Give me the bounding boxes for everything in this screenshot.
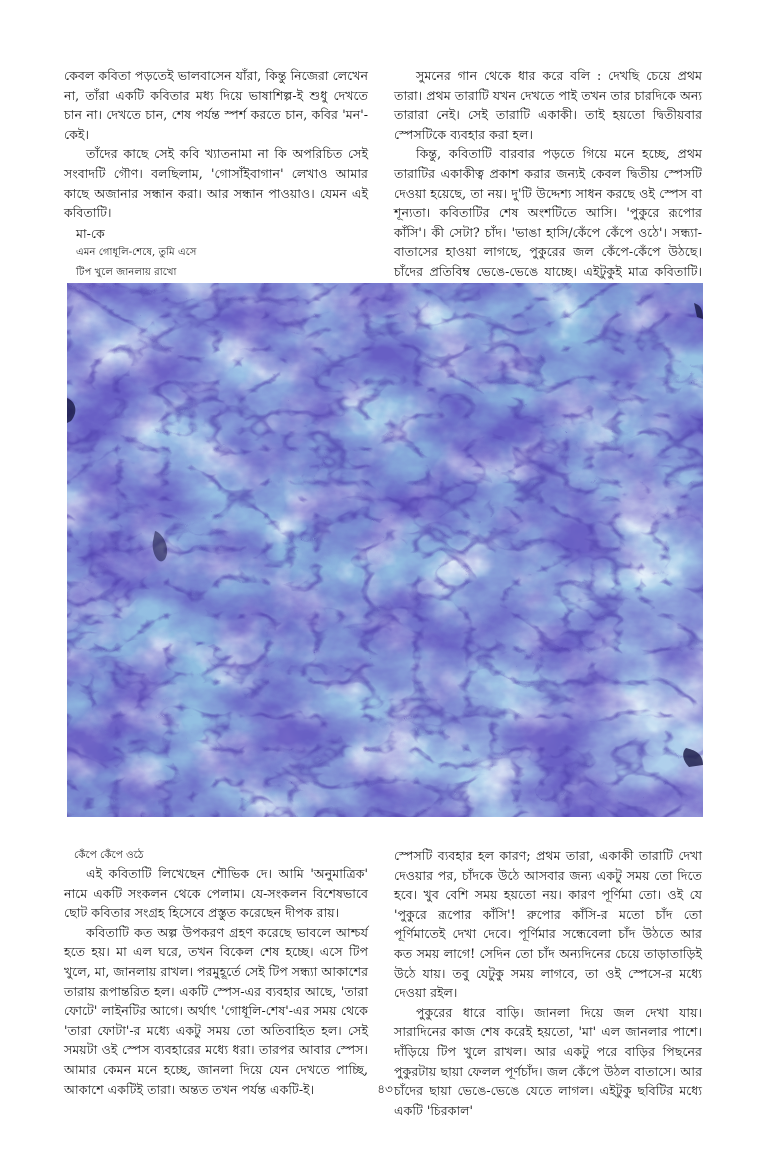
bottom-right-column	[394, 846, 702, 1120]
top-right-column	[394, 66, 702, 301]
paragraph: পুকুরের ধারে বাড়ি। জানলা দিয়ে জল দেখা যায়। সারাদিনের কাজ শেষ করেই হয়তো, 'মা' এল জানলার পাশে। দাঁড়িয়ে টিপ খুলে রাখল। আর একটু পরে বাড়ির পিছনের পুকুরটায় ছায়া ফেলল পূর্ণচাঁদ। জল কেঁপে উঠল বাতাসে। আর চাঁদের ছায়া ভেঙে-ভেঙে যেতে লাগল। এইটুকু ছবিটির মধ্যে একটি 'চিরকাল'	[394, 1004, 702, 1118]
bottom-left-column	[64, 846, 368, 1099]
paragraph: তাঁদের কাছে সেই কবি খ্যাতনামা না কি অপরিচিত সেই সংবাদটি গৌণ। বলছিলাম, 'গোসাঁইবাগান' লেখাও আমার কাছে অজানার সন্ধান করা। আর সন্ধান পাওয়াও। যেমন এই কবিতাটি।	[64, 146, 368, 221]
paragraph: এই কবিতাটি লিখেছেন শৌভিক দে। আমি 'অনুমাত্রিক' নামে একটি সংকলন থেকে পেলাম। যে-সংকলন বিশেষভাবে ছোট কবিতার সংগ্রহ হিসেবে প্রস্তুত করেছেন দীপক রায়।	[64, 866, 368, 921]
poem-line: কেঁপে কেঁপে ওঠে	[74, 849, 144, 861]
paragraph: কেবল কবিতা পড়তেই ভালবাসেন যাঁরা, কিন্তু নিজেরা লেখেন না, তাঁরা একটি কবিতার মধ্য দিয়ে ভাষাশিল্প-ই শুধু দেখতে চান না। দেখতে চান, শেষ পর্যন্ত স্পর্শ করতে চান, কবির 'মন'-কেই।	[64, 68, 368, 142]
paragraph: কিন্তু, কবিতাটি বারবার পড়তে গিয়ে মনে হচ্ছে, প্রথম তারাটির একাকীত্ব প্রকাশ করার জন্যই কেবল দ্বিতীয় স্পেসটি দেওয়া হয়েছে, তা নয়। দু'টি উদ্দেশ্য সাধন করছে ওই স্পেস বা শূন্যতা। কবিতাটির শেষ অংশটিতে আসি। 'পুকুরে রূপোর কাঁসি'। কী সেটা? চাঁদ। 'ভাঙা হাসি/কেঁপে কেঁপে ওঠে'। সন্ধ্যা-বাতাসের হাওয়া লাগছে, পুকুরের জল কেঁপে-কেঁপে উঠছে। চাঁদের প্রতিবিম্ব ভেঙে-ভেঙে যাচ্ছে। এইটুকুই মাত্র কবিতাটি।	[394, 146, 702, 279]
poem-title: মা-কে	[76, 225, 105, 241]
abstract-artwork-image	[67, 283, 703, 817]
paragraph: সুমনের গান থেকে ধার করে বলি : দেখছি চেয়ে প্রথম তারা। প্রথম তারাটি যখন দেখতে পাই তখন তার চারদিকে অন্য তারারা নেই। সেই তারাটি একাকী। তাই হয়তো দ্বিতীয়বার স্পেসটিকে ব্যবহার করা হল।	[394, 68, 703, 142]
paragraph: কবিতাটি কত অল্প উপকরণ গ্রহণ করেছে ভাবলে আশ্চর্য হতে হয়। মা এল ঘরে, তখন বিকেল শেষ হচ্ছে। এসে টিপ খুলে, মা, জানলায় রাখল। পরমুহূর্তে সেই টিপ সন্ধ্যা আকাশের তারায় রূপান্তরিত হল। একটি স্পেস-এর ব্যবহার আছে, 'তারা ফোটে' লাইনটির আগে। অর্থাৎ 'গোধূলি-শেষ'-এর সময় থেকে 'তারা ফোটা'-র মধ্যে একটু সময় তো অতিবাহিত হল। সেই সময়টা ওই স্পেস ব্যবহারের মধ্যে ধরা। তারপর আবার স্পেস। আমার কেমন মনে হচ্ছে, জানলা দিয়ে যেন দেখতে পাচ্ছি, আকাশে একটিই তারা। অন্তত তখন পর্যন্ত একটি-ই।	[64, 924, 368, 1097]
poem-line: এমন গোধূলি-শেষে, তুমি এসে	[76, 247, 197, 259]
page-number: ৪৩	[377, 1082, 393, 1096]
paragraph: স্পেসটি ব্যবহার হল কারণ; প্রথম তারা, একাকী তারাটি দেখা দেওয়ার পর, চাঁদকে উঠে আসবার জন্য একটু সময় তো দিতে হবে। খুব বেশি সময় হয়তো নয়। কারণ পূর্ণিমা তো। ওই যে 'পুকুরে রূপোর কাঁসি'! রুপোর কাঁসি-র মতো চাঁদ তো পূর্ণিমাতেই দেখা দেবে। পূর্ণিমার সন্ধেবেলা চাঁদ উঠতে আর কত সময় লাগে! সেদিন তো চাঁদ অন্যদিনের চেয়ে তাড়াতাড়িই উঠে যায়। তবু যেটুকু সময় লাগবে, তা ওই স্পেসে-র মধ্যে দেওয়া রইল।	[394, 848, 702, 1001]
poem-line: টিপ খুলে জানলায় রাখো	[76, 266, 177, 278]
